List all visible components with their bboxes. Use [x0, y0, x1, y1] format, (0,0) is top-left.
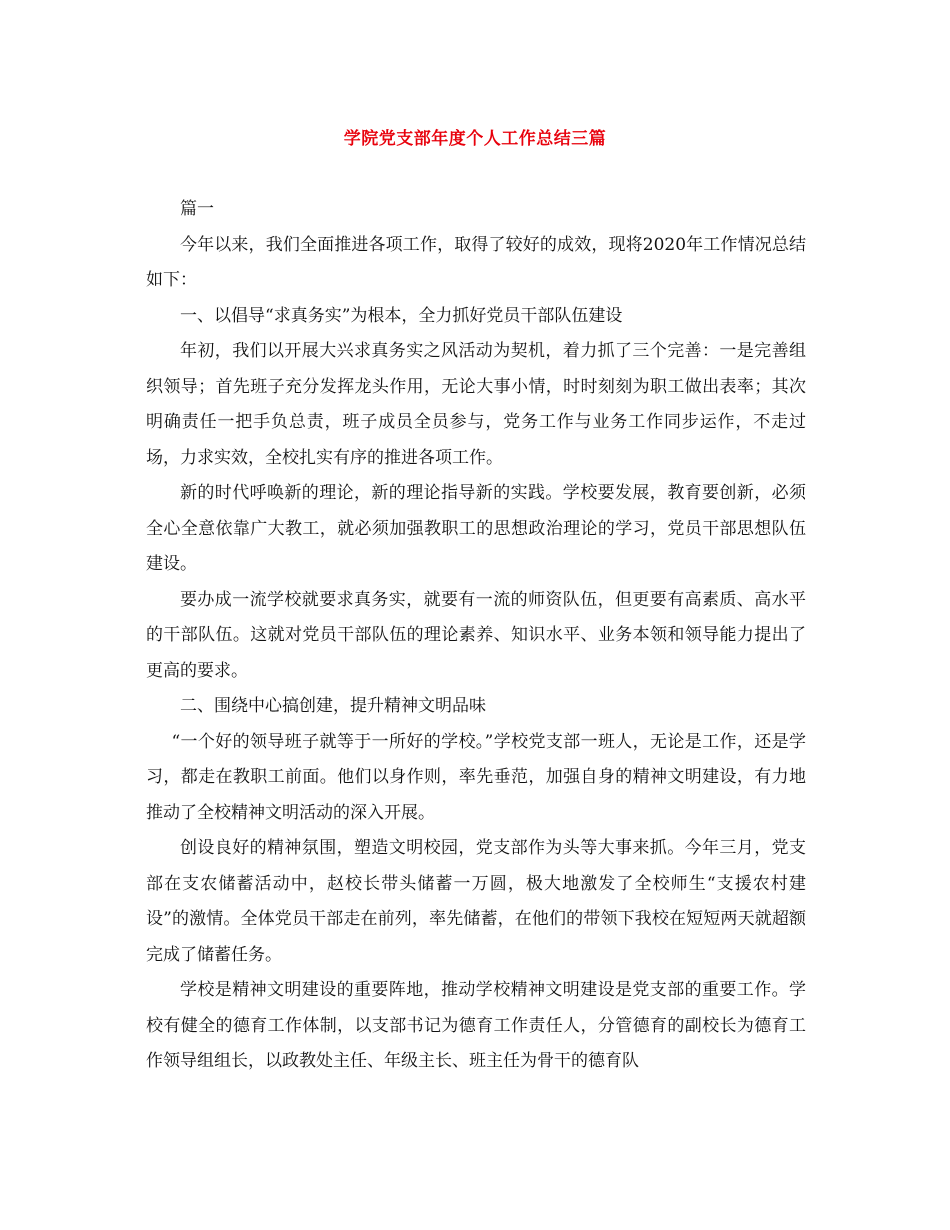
paragraph: 要办成一流学校就要求真务实，就要有一流的师资队伍，但更要有高素质、高水平的干部队伍。这就对党员干部队伍的理论素养、知识水平、业务本领和领导能力提出了更高的要求。	[146, 589, 806, 681]
document-title: 学院党支部年度个人工作总结三篇	[343, 129, 607, 149]
paragraph: 创设良好的精神氛围，塑造文明校园，党支部作为头等大事来抓。今年三月，党支部在支农储蓄活动中，赵校长带头储蓄一万圆，极大地激发了全校师生“支援农村建设”的激情。全体党员干部走在前列，率先储蓄，在他们的带领下我校在短短两天就超额完成了储蓄任务。	[146, 838, 806, 965]
paragraph: 学校是精神文明建设的重要阵地，推动学校精神文明建设是党支部的重要工作。学校有健全的德育工作体制，以支部书记为德育工作责任人，分管德育的副校长为德育工作领导组组长，以政教处主任、年级主长、班主任为骨干的德育队	[146, 980, 806, 1071]
paragraph: 年初，我们以开展大兴求真务实之风活动为契机，着力抓了三个完善：一是完善组织领导；首先班子充分发挥龙头作用，无论大事小情，时时刻刻为职工做出表率；其次明确责任一把手负总责，班子成员全员参与，党务工作与业务工作同步运作，不走过场，力求实效，全校扎实有序的推进各项工作。	[146, 341, 806, 468]
section-heading: 二、围绕中心搞创建，提升精神文明品味	[180, 696, 486, 716]
paragraph: “一个好的领导班子就等于一所好的学校。”学校党支部一班人，无论是工作，还是学习，都走在教职工前面。他们以身作则，率先垂范，加强自身的精神文明建设，有力地推动了全校精神文明活动的深入开展。	[146, 731, 806, 823]
paragraph: 今年以来，我们全面推进各项工作，取得了较好的成效，现将2020年工作情况总结如下：	[146, 234, 806, 290]
section-heading: 一、以倡导“求真务实”为根本，全力抓好党员干部队伍建设	[180, 305, 623, 326]
paragraph: 新的时代呼唤新的理论，新的理论指导新的实践。学校要发展，教育要创新，必须全心全意依靠广大教工，就必须加强教职工的思想政治理论的学习，党员干部思想队伍建设。	[146, 483, 806, 574]
section-heading: 篇一	[180, 199, 214, 219]
document-body	[146, 192, 806, 1080]
